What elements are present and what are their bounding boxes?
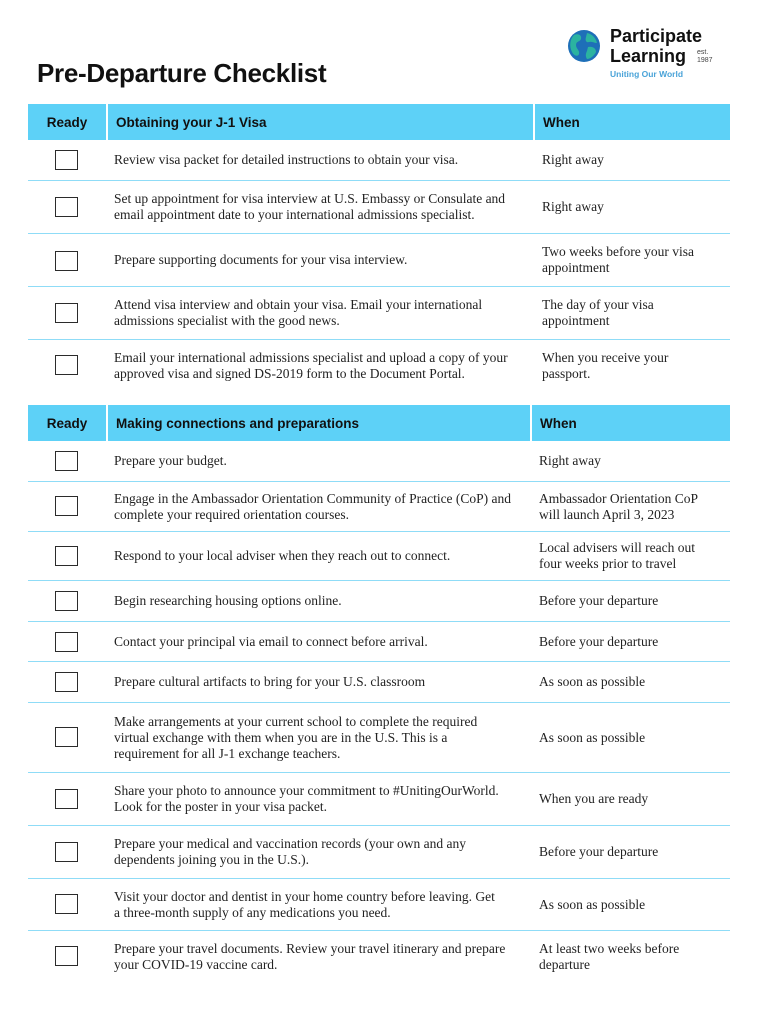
ready-checkbox[interactable]	[55, 496, 78, 516]
globe-icon	[567, 29, 601, 63]
when-column-header: When	[543, 114, 580, 130]
when-text: As soon as possible	[539, 674, 646, 689]
ready-checkbox[interactable]	[55, 591, 78, 611]
when-text: When you receive your passport.	[542, 349, 669, 381]
when-text: Before your departure	[539, 593, 659, 608]
when-text: The day of your visa appointment	[542, 297, 654, 328]
participate-learning-logo	[567, 26, 737, 86]
ready-checkbox[interactable]	[55, 546, 78, 566]
when-text: When you are ready	[539, 791, 649, 806]
checklist-row	[28, 773, 730, 826]
ready-checkbox[interactable]	[55, 727, 78, 747]
checklist-row	[28, 181, 730, 234]
when-text: As soon as possible	[539, 729, 646, 745]
task-text: Prepare your medical and vaccination records (your own and any dependents joining you in the U.S.).	[114, 836, 466, 867]
when-text: Local advisers will reach out four weeks prior to travel	[539, 540, 695, 571]
when-text: As soon as possible	[539, 896, 646, 912]
checklist-row	[28, 287, 730, 340]
task-text: Set up appointment for visa interview at U.S. Embassy or Consulate and email appointment date to your international admissions specialist.	[114, 191, 506, 222]
task-column-header: Making connections and preparations	[116, 415, 360, 431]
ready-checkbox[interactable]	[55, 842, 78, 862]
ready-checkbox[interactable]	[55, 632, 78, 652]
ready-checkbox[interactable]	[55, 946, 78, 966]
task-text: Prepare supporting documents for your visa interview.	[114, 252, 408, 267]
checklist-row	[28, 581, 730, 622]
logo-line-2: Learning	[610, 46, 687, 66]
task-text: Engage in the Ambassador Orientation Community of Practice (CoP) and complete your required orientation courses.	[114, 490, 512, 522]
task-text: Prepare cultural artifacts to bring for your U.S. classroom	[114, 674, 426, 689]
when-column-header: When	[540, 415, 577, 431]
when-text: Before your departure	[539, 633, 659, 649]
checklist-row	[28, 234, 730, 287]
checklist-row	[28, 879, 730, 931]
when-text: At least two weeks before departure	[539, 941, 680, 972]
task-text: Review visa packet for detailed instructions to obtain your visa.	[114, 152, 459, 167]
ready-checkbox[interactable]	[55, 451, 78, 471]
when-text: Right away	[539, 453, 601, 468]
task-text: Respond to your local adviser when they reach out to connect.	[114, 548, 451, 563]
task-text: Share your photo to announce your commitment to #UnitingOurWorld. Look for the poster in your visa packet.	[114, 783, 499, 814]
ready-checkbox[interactable]	[55, 672, 78, 692]
ready-checkbox[interactable]	[55, 894, 78, 914]
task-text: Visit your doctor and dentist in your home country before leaving. Get a three-month supply of any medications you need.	[114, 888, 495, 920]
connections-section-header	[28, 405, 730, 441]
task-text: Attend visa interview and obtain your visa. Email your international admissions specialist with the good news.	[114, 297, 483, 328]
ready-checkbox[interactable]	[55, 150, 78, 170]
task-text: Begin researching housing options online.	[114, 593, 342, 608]
task-text: Contact your principal via email to connect before arrival.	[114, 633, 428, 649]
visa-section-header	[28, 104, 730, 140]
connections-section	[28, 405, 730, 983]
ready-checkbox[interactable]	[55, 251, 78, 271]
when-text: Right away	[542, 152, 604, 167]
checklist-row	[28, 532, 730, 581]
checklist-row	[28, 441, 730, 482]
task-text: Prepare your budget.	[114, 453, 227, 468]
checklist-row	[28, 622, 730, 662]
logo-line-1: Participate	[610, 26, 703, 46]
ready-checkbox[interactable]	[55, 303, 78, 323]
ready-checkbox[interactable]	[55, 789, 78, 809]
task-text: Email your international admissions specialist and upload a copy of your approved visa and signed DS-2019 form to the Document Portal.	[114, 349, 508, 381]
page-title: Pre-Departure Checklist	[37, 58, 327, 88]
ready-column-header: Ready	[46, 415, 88, 431]
checklist-row	[28, 662, 730, 703]
task-column-header: Obtaining your J-1 Visa	[116, 114, 267, 130]
ready-checkbox[interactable]	[55, 197, 78, 217]
logo-tagline: Uniting Our World	[610, 69, 684, 79]
checklist-row	[28, 140, 730, 181]
checklist-row	[28, 703, 730, 773]
checklist-row	[28, 482, 730, 532]
checklist-row	[28, 340, 730, 391]
visa-section	[28, 104, 730, 391]
when-text: Before your departure	[539, 844, 659, 859]
when-text: Two weeks before your visa appointment	[542, 244, 695, 275]
task-text: Make arrangements at your current school to complete the required virtual exchange with them when you are in the U.S. This is a requirement for all J-1 exchange teachers.	[114, 713, 478, 761]
ready-column-header: Ready	[46, 114, 88, 130]
when-text: Ambassador Orientation CoP will launch April 3, 2023	[539, 490, 698, 522]
checklist-row	[28, 931, 730, 983]
logo-est: est. 1987	[697, 49, 713, 64]
checklist-row	[28, 826, 730, 879]
ready-checkbox[interactable]	[55, 355, 78, 375]
when-text: Right away	[542, 199, 604, 214]
task-text: Prepare your travel documents. Review your travel itinerary and prepare your COVID-19 vaccine card.	[114, 941, 506, 972]
